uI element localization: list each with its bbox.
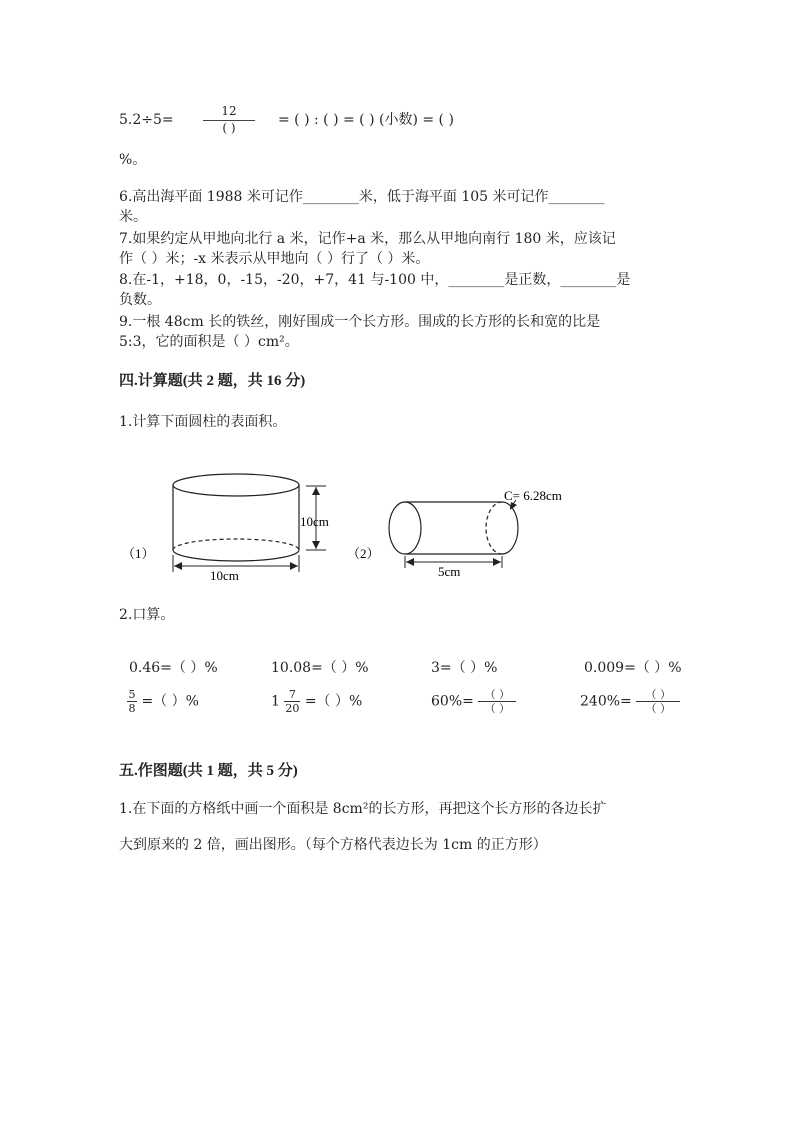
fraction-denominator: 8 xyxy=(128,702,136,715)
calc-row2-item3-prefix: 60%= xyxy=(431,693,474,710)
q6-line2: 米。 xyxy=(119,209,147,225)
fraction-denominator: 20 xyxy=(285,702,300,715)
calc-row1-item3: 3=（ ）% xyxy=(431,660,498,676)
q5-prefix: 5.2÷5= xyxy=(119,112,174,128)
fraction-denominator: （ ） xyxy=(484,702,511,715)
fraction-7-20 xyxy=(284,688,300,715)
calc-row2-item2-rest: =（ ）% xyxy=(304,693,363,710)
fig2-length-label: 5cm xyxy=(438,564,461,579)
fig1-height-label: 10cm xyxy=(300,514,329,529)
calc-row2-item4 xyxy=(580,688,680,720)
cylinder-figures xyxy=(110,470,590,585)
fraction-denominator: （ ） xyxy=(645,702,671,715)
calc-row1-item4: 0.009=（ ）% xyxy=(584,660,682,676)
q5-fraction-denominator: ( ) xyxy=(222,121,236,135)
section4-q2: 2.口算。 xyxy=(119,607,175,623)
fig1-diameter-label: 10cm xyxy=(210,568,239,583)
fig2-circumference-label: C= 6.28cm xyxy=(504,488,562,503)
q8-line1: 8.在-1，+18，0，-15，-20，+7，41 与-100 中，________是正数，________是 xyxy=(119,272,631,288)
calc-row2-item4-prefix: 240%= xyxy=(580,693,632,710)
calc-row2-item1 xyxy=(127,688,199,720)
q9-line1: 9.一根 48cm 长的铁丝，刚好围成一个长方形。围成的长方形的长和宽的比是 xyxy=(119,314,601,330)
fraction-numerator: 7 xyxy=(288,688,296,701)
fraction-numerator: （ ） xyxy=(484,688,511,701)
fraction-numerator: 5 xyxy=(128,688,136,701)
calc-row2-item1-rest: =（ ）% xyxy=(141,693,199,710)
q9-line2: 5:3，它的面积是（ ）cm²。 xyxy=(119,334,299,350)
cylinder-horizontal xyxy=(389,500,518,568)
calc-row1-item1: 0.46=（ ）% xyxy=(129,660,218,676)
fraction-5-8 xyxy=(127,688,137,715)
calc-row2-item3 xyxy=(431,688,516,720)
calc-row1-item2: 10.08=（ ）% xyxy=(271,660,369,676)
q8-line2: 负数。 xyxy=(119,292,161,308)
section4-q1: 1.计算下面圆柱的表面积。 xyxy=(119,414,287,430)
section5-line1: 1.在下面的方格纸中画一个面积是 8cm²的长方形，再把这个长方形的各边长扩 xyxy=(119,801,607,817)
q7-line2: 作（ ）米；-x 米表示从甲地向（ ）行了（ ）米。 xyxy=(119,251,430,267)
fraction-blank xyxy=(636,688,680,715)
fraction-numerator: （ ） xyxy=(645,688,671,701)
fig1-label: （1） xyxy=(122,546,155,561)
q5-fraction xyxy=(203,104,255,140)
q5-fraction-numerator: 12 xyxy=(221,104,237,118)
calc-row2-item2 xyxy=(271,688,362,720)
section5-line2: 大到原来的 2 倍，画出图形。（每个方格代表边长为 1cm 的正方形） xyxy=(119,837,547,853)
mixed-number-whole: 1 xyxy=(271,693,280,710)
q5-suffix: %。 xyxy=(119,152,147,168)
section4-title: 四.计算题(共 2 题，共 16 分) xyxy=(119,373,306,389)
q6-line1: 6.高出海平面 1988 米可记作________米，低于海平面 105 米可记作________ xyxy=(119,189,605,205)
section5-title: 五.作图题(共 1 题，共 5 分) xyxy=(119,763,298,779)
fraction-blank xyxy=(478,688,516,715)
q5-rest: = ( ) : ( ) = ( ) (小数) = ( ) xyxy=(278,112,454,128)
fig2-label: （2） xyxy=(347,546,380,561)
q7-line1: 7.如果约定从甲地向北行 a 米，记作+a 米，那么从甲地向南行 180 米，应该记 xyxy=(119,231,616,247)
